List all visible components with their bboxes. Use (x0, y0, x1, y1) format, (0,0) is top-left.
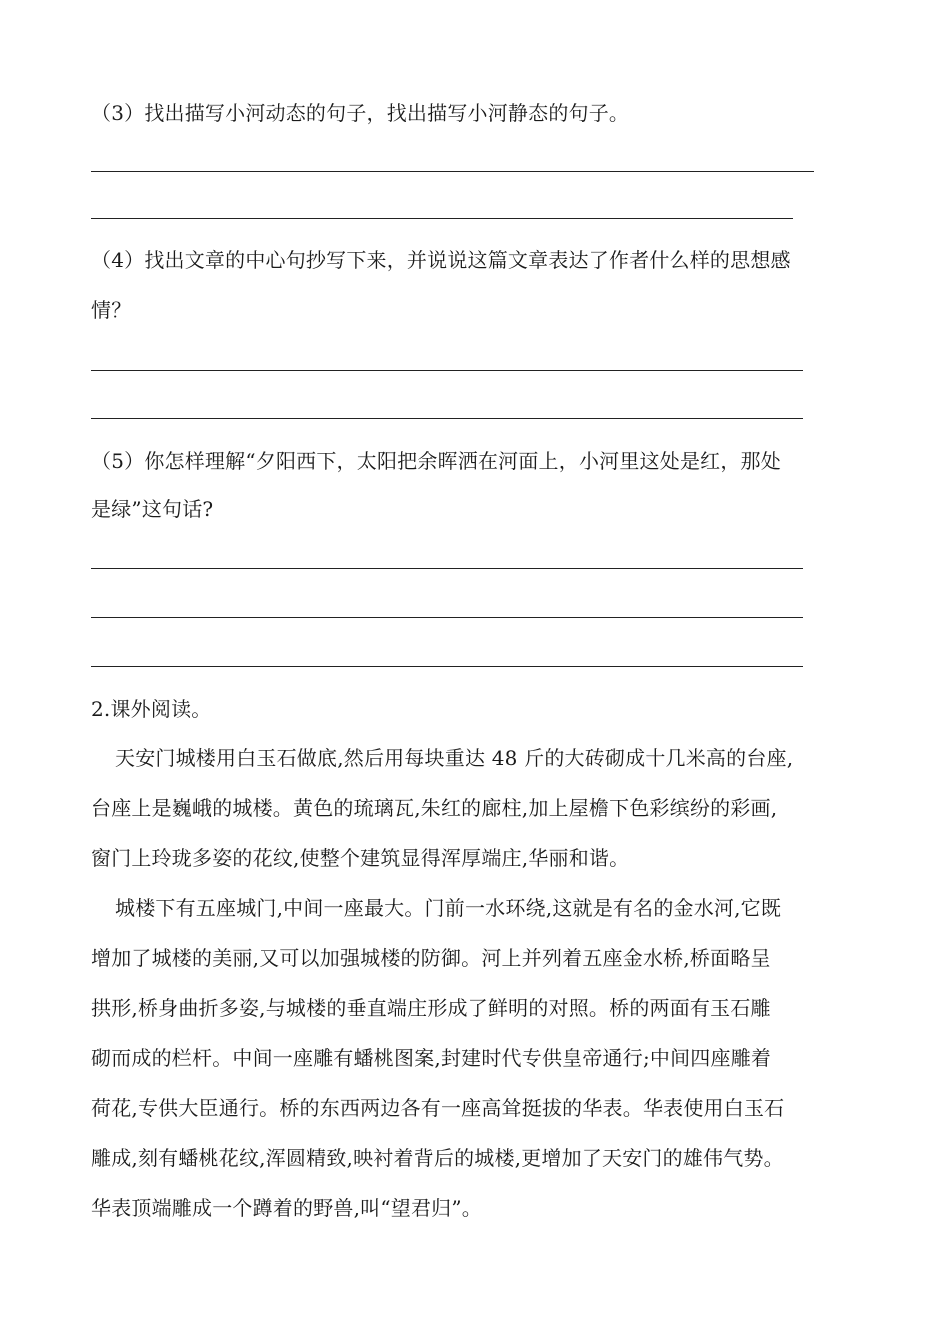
passage-line: 雕成,刻有蟠桃花纹,浑圆精致,映衬着背后的城楼,更增加了天安门的雄伟气势。 (91, 1146, 784, 1170)
question-5-line-2: 是绿”这句话? (91, 497, 214, 521)
answer-line[interactable] (91, 171, 814, 172)
answer-line[interactable] (91, 418, 803, 419)
question-4-line-1: （4）找出文章的中心句抄写下来，并说说这篇文章表达了作者什么样的思想感 (91, 248, 791, 272)
passage-line: 拱形,桥身曲折多姿,与城楼的垂直端庄形成了鲜明的对照。桥的两面有玉石雕 (91, 996, 771, 1020)
passage-line: 砌而成的栏杆。中间一座雕有蟠桃图案,封建时代专供皇帝通行;中间四座雕着 (91, 1046, 772, 1070)
section-heading: 2.课外阅读。 (91, 697, 212, 721)
answer-line[interactable] (91, 218, 793, 219)
passage-line: 荷花,专供大臣通行。桥的东西两边各有一座高耸挺拔的华表。华表使用白玉石 (91, 1096, 785, 1120)
question-5-line-1: （5）你怎样理解“夕阳西下，太阳把余晖洒在河面上，小河里这处是红，那处 (91, 449, 781, 473)
answer-line[interactable] (91, 617, 803, 618)
question-3: （3）找出描写小河动态的句子，找出描写小河静态的句子。 (91, 101, 630, 125)
answer-line[interactable] (91, 370, 803, 371)
passage-line: 增加了城楼的美丽,又可以加强城楼的防御。河上并列着五座金水桥,桥面略呈 (91, 946, 771, 970)
passage-line: 窗门上玲珑多姿的花纹,使整个建筑显得浑厚端庄,华丽和谐。 (91, 846, 630, 870)
passage-line: 华表顶端雕成一个蹲着的野兽,叫“望君归”。 (91, 1196, 483, 1220)
passage-line: 台座上是巍峨的城楼。黄色的琉璃瓦,朱红的廊柱,加上屋檐下色彩缤纷的彩画, (91, 796, 778, 820)
answer-line[interactable] (91, 666, 803, 667)
question-4-line-2: 情？ (91, 298, 132, 322)
answer-line[interactable] (91, 568, 803, 569)
passage-line: 天安门城楼用白玉石做底,然后用每块重达 48 斤的大砖砌成十几米高的台座, (115, 746, 794, 770)
passage-line: 城楼下有五座城门,中间一座最大。门前一水环绕,这就是有名的金水河,它既 (115, 896, 782, 920)
